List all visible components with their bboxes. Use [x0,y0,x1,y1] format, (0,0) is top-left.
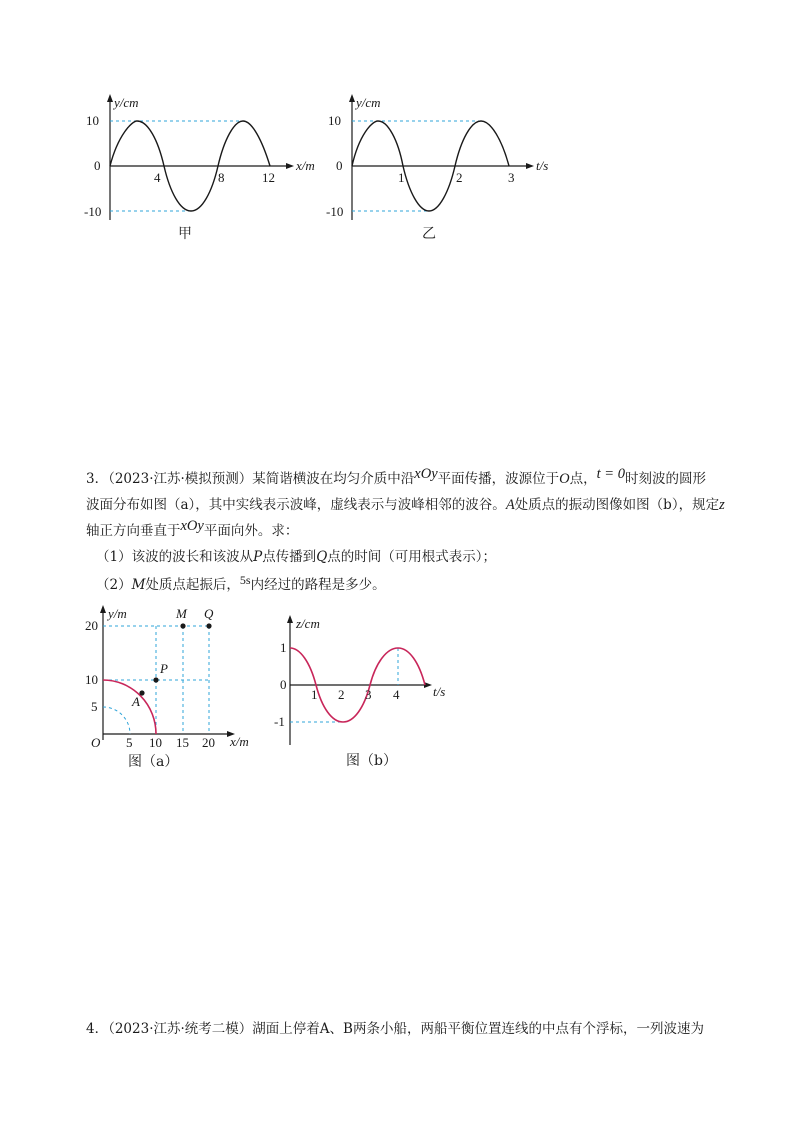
label-Q: Q [204,606,214,621]
xoy-symbol: xOy [414,466,438,482]
x-axis-arrow [286,163,294,169]
point-P-dot [153,677,158,682]
ytick-10: 10 [328,113,341,128]
ttick-3: 3 [365,687,372,702]
ttick-2: 2 [456,170,463,185]
q3-text: （2） [96,577,132,593]
t-axis-label: t/s [536,158,549,173]
ttick-1: 1 [311,687,318,702]
ztick-0: 0 [280,677,287,692]
ytick-neg10: -10 [84,204,102,219]
ytick-20: 20 [85,618,98,633]
xtick-8: 8 [218,170,225,185]
ytick-5: 5 [91,699,98,714]
label-P: P [160,661,168,676]
question-3 [86,466,754,544]
q3-text: 平面向外。求： [203,523,299,539]
point-A: A [505,497,515,513]
x-axis-label: x/m [296,158,315,173]
q3-text: 内经过的路程是多少。 [250,577,386,593]
q3-text: 时刻波的圆形 [624,471,706,487]
question-4 [86,1016,754,1042]
point-A-dot [139,690,144,695]
point-M: M [131,577,146,593]
q3-source: （2023·江苏·模拟预测） [108,471,253,487]
t-equals-0: t = 0 [596,466,625,482]
ytick-10: 10 [85,672,98,687]
q4-source: （2023·江苏·统考二模） [108,1021,253,1037]
ytick-neg10: -10 [326,204,344,219]
y-axis-arrow [107,94,113,102]
q3-line-3 [86,518,754,544]
q4-text: 湖面上停着A、B两条小船，两船平衡位置连线的中点有个浮标，一列波速为 [252,1021,704,1037]
q3-text: 处质点起振后， [145,577,240,593]
q3-line-1 [86,466,754,492]
caption-a: 图（a） [128,754,179,770]
label-M: M [176,606,187,621]
point-P: P [253,549,263,565]
q3-subquestion-2 [96,572,386,598]
y-axis-label: y/cm [114,95,139,110]
q3-subquestion-1 [96,544,496,570]
xtick-20: 20 [202,735,215,750]
q3-number: 3． [86,471,109,487]
trough-arc [103,707,130,734]
point-M-dot [180,623,185,628]
q3-text: 某简谐横波在均匀介质中沿 [252,471,415,487]
y-axis-arrow [349,94,355,102]
caption-b: 图（b） [346,753,397,769]
ytick-0: 0 [336,158,343,173]
q3-text: 点的时间（可用根式表示）； [327,549,497,565]
z-symbol: z [719,497,725,513]
figure-jia [80,90,320,250]
caption-yi: 乙 [422,226,436,242]
xtick-15: 15 [176,735,189,750]
q3-text: 点， [569,471,597,487]
figure-a [80,600,270,775]
figure-yi [322,90,562,250]
ytick-0: 0 [94,158,101,173]
xtick-5: 5 [126,735,133,750]
ttick-3: 3 [508,170,515,185]
ztick-neg1: -1 [274,714,285,729]
ytick-10: 10 [86,113,99,128]
q3-text: 处质点的振动图像如图（b），规定 [514,497,720,513]
z-axis-arrow [287,615,293,623]
y-axis-label: y/cm [356,95,381,110]
x-axis-label: x/m [230,734,249,749]
ttick-1: 1 [398,170,405,185]
y-axis-arrow [100,605,106,613]
origin-label: O [91,735,101,750]
xtick-12: 12 [262,170,275,185]
t-axis-arrow [526,163,534,169]
crest-arc [103,680,156,734]
five-seconds: 5s [239,573,251,587]
q4-number: 4． [86,1021,109,1037]
point-O: O [559,471,570,487]
label-A: A [132,694,140,709]
ztick-1: 1 [280,640,287,655]
q3-text: 平面传播，波源位于 [437,471,560,487]
q3-line-2 [86,492,754,518]
ttick-4: 4 [393,687,400,702]
point-Q: Q [316,549,328,565]
xtick-4: 4 [154,170,161,185]
xoy-symbol: xOy [180,518,204,534]
z-axis-label: z/cm [296,616,320,631]
point-Q-dot [206,623,211,628]
figure-b [270,612,460,777]
q3-text: （1）该波的波长和该波从 [96,549,254,565]
caption-jia: 甲 [178,226,192,242]
ttick-2: 2 [338,687,345,702]
xtick-10: 10 [149,735,162,750]
t-axis-label: t/s [433,684,446,699]
q3-text: 点传播到 [262,549,317,565]
q3-text: 轴正方向垂直于 [86,523,181,539]
q3-text: 波面分布如图（a），其中实线表示波峰，虚线表示与波峰相邻的波谷。 [86,497,506,513]
y-axis-label: y/m [108,606,127,621]
